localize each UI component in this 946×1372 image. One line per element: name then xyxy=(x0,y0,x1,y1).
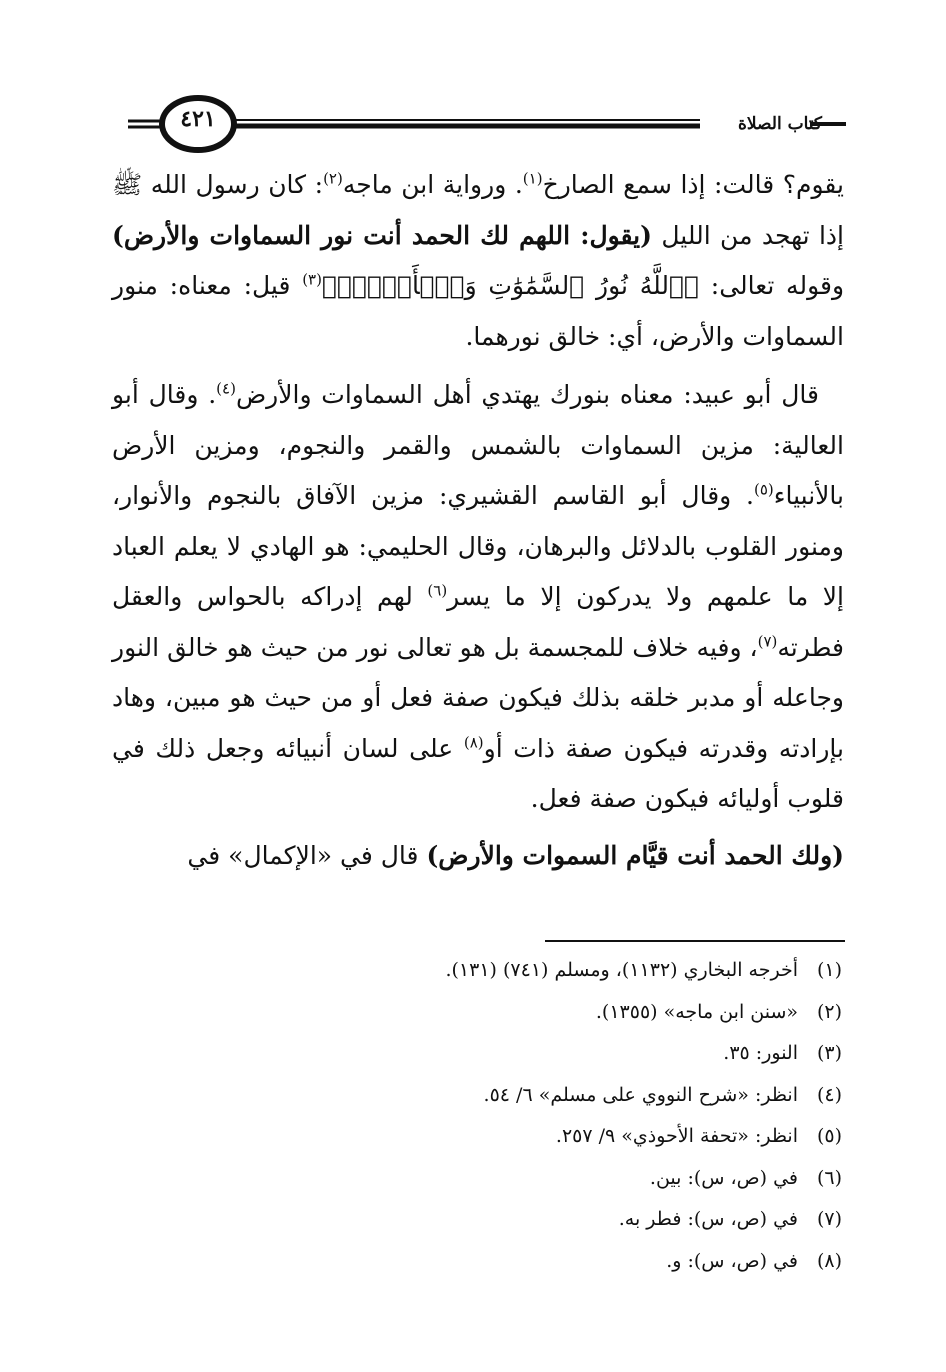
chapter-title: كتاب الصلاة xyxy=(737,114,822,134)
quran-verse: ﴿ٱللَّهُ نُورُ ٱلسَّمَٰوَٰتِ وَٱلۡأَرۡضِۚ﴾ xyxy=(321,271,700,300)
footnote-5: (٥) انظر: «تحفة الأحوذي» ٩/ ٢٥٧. xyxy=(555,1125,842,1147)
hadith-phrase: (ولك الحمد أنت قيَّام السموات والأرض) xyxy=(426,840,844,870)
footnote-6: (٦) في (ص، س): بين. xyxy=(649,1166,842,1189)
footnote-2: (٢) «سنن ابن ماجه» (١٣٥٥). xyxy=(595,1000,842,1023)
hadith-text: (يقول: اللهم لك الحمد أنت نور السماوات والأرض) xyxy=(112,220,652,250)
footnote-ref-1: (١) xyxy=(522,169,543,188)
footnote-4: (٤) انظر: «شرح النووي على مسلم» ٦/ ٥٤. xyxy=(483,1083,842,1106)
footnote-3: (٣) النور: ٣٥. xyxy=(723,1042,842,1064)
paragraph-2: قال أبو عبيد: معناه بنورك يهتدي أهل السماوات والأرض$^{(٤)}$. وقال أبو العالية: مزين السماوات بالشمس والقمر والنجوم، ومزين الأرض بالأنبياء$^{(٥)}$. وقال أبو القاسم القشيري: مزين الآفاق بالنجوم والأنوار، ومنور القلوب بالدلائل والبرهان، وقال الحليمي: هو الهادي لا يعلم العباد إلا ما علمهم ولا يدركون إلا ما يسر$^{(٦)}$ لهم إدراكه بالحواس والعقل فطرته$^{(٧)}$، وفيه خلاف للمجسمة بل هو تعالى نور من حيث هو خالق النور وجاعله أو مدبر خلقه بذلك فيكون صفة فعل أو من حيث هو مبين، وهاد بإرادته وقدرته فيكون صفة ذات أو$^{(٨)}$ على لسان أنبيائه وجعل ذلك في قلوب أوليائه فيكون صفة فعل. xyxy=(112,379,845,813)
page-header xyxy=(0,88,946,168)
footnote-8: (٨) في (ص، س): و. xyxy=(666,1249,842,1272)
footnote-ref-5: (٥) xyxy=(753,480,774,499)
footnote-ref-8: (٨) xyxy=(463,733,484,752)
footnote-divider xyxy=(545,940,845,942)
footnote-ref-3: (٣) xyxy=(302,270,322,289)
footnote-ref-2: (٢) xyxy=(323,169,343,188)
footnotes xyxy=(250,950,842,1282)
page-number: ٤٢١ xyxy=(180,106,216,132)
paragraph-1: يقوم؟ قالت: إذا سمع الصارخ$^{(١)}$. ورواية ابن ماجه$^{(٢)}$: كان رسول الله ﷺ إذا تهجد من الليل (يقول: اللهم لك الحمد أنت نور السماوات والأرض) وقوله تعالى: ﴿ٱللَّهُ نُورُ ٱلسَّمَٰوَٰتِ وَٱلۡأَرۡضِۚ﴾$^{(٣)}$ قيل: معناه: منور السماوات والأرض، أي: خالق نورهما. xyxy=(112,169,845,351)
footnote-ref-4: (٤) xyxy=(216,379,236,398)
footnote-ref-6: (٦) xyxy=(427,581,448,600)
paragraph-3: (ولك الحمد أنت قيَّام السموات والأرض) قال في «الإكمال» في xyxy=(187,840,844,870)
footnote-7: (٧) في (ص، س): فطر به. xyxy=(618,1208,842,1230)
footnote-ref-7: (٧) xyxy=(757,632,778,651)
footnote-1: (١) أخرجه البخاري (١١٣٢)، ومسلم (٧٤١) (١٣١). xyxy=(445,959,842,981)
main-text xyxy=(112,160,844,881)
